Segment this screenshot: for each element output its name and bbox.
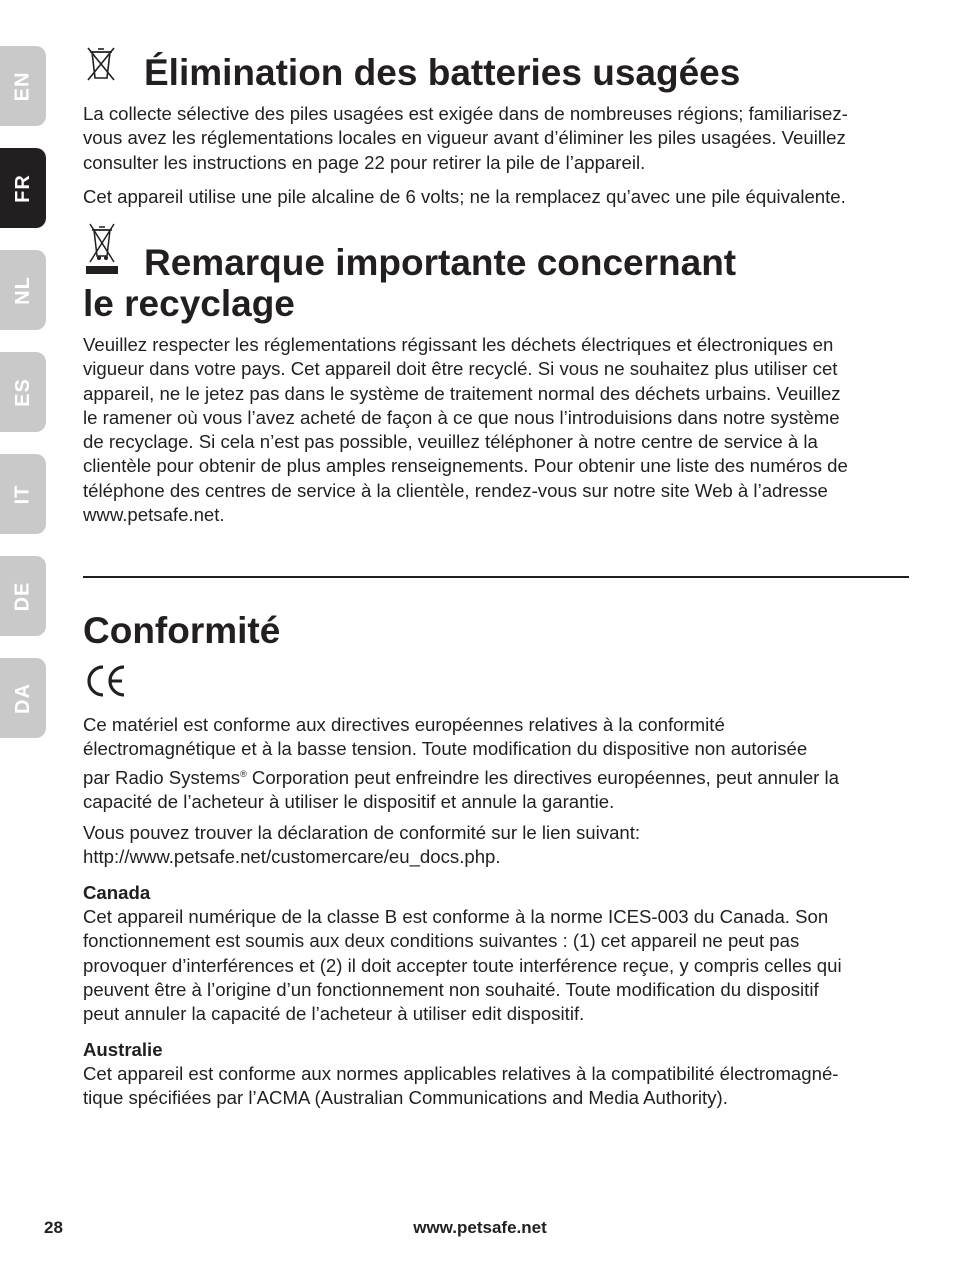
- text-segment: Corporation peut enfreindre les directives européennes, peut annuler la: [246, 766, 839, 788]
- weee-bin-icon: [84, 222, 120, 278]
- text-line: tique spécifiées par l’ACMA (Australian Communications and Media Authority).: [83, 1087, 728, 1109]
- registered-mark: ®: [240, 768, 247, 779]
- text-line: peuvent être à l’origine d’un fonctionnement non souhaité. Toute modification du dispositif: [83, 978, 819, 1000]
- tab-label: IT: [11, 484, 34, 504]
- text-line: capacité de l’acheteur à utiliser le dispositif et annule la garantie.: [83, 791, 615, 813]
- crossed-out-bin-icon: [84, 46, 118, 82]
- text-line: Cet appareil numérique de la classe B est conforme à la norme ICES-003 du Canada. Son: [83, 906, 829, 927]
- tab-label: ES: [11, 377, 34, 407]
- batteries-paragraph-1: [83, 102, 909, 175]
- tab-en[interactable]: [0, 46, 46, 126]
- conformity-paragraph-1: [83, 713, 909, 814]
- text-line: provoquer d’interférences et (2) il doit accepter toute interférence reçue, y compris celles qui: [83, 954, 842, 976]
- recycling-paragraph: [83, 333, 909, 527]
- text-line: Cet appareil est conforme aux normes applicables relatives à la compatibilité électromagné-: [83, 1063, 839, 1084]
- australia-heading: Australie: [83, 1039, 163, 1060]
- text-line: électromagnétique et à la basse tension. Toute modification du dispositive non autorisée: [83, 738, 808, 760]
- page-number: 28: [44, 1218, 63, 1237]
- tab-label: FR: [11, 173, 34, 203]
- text-line: Vous pouvez trouver la déclaration de conformité sur le lien suivant:: [83, 822, 641, 843]
- text-line: le ramener où vous l’avez acheté de façon à ce que nous l’introduisions dans notre système: [83, 406, 840, 428]
- text-line: peut annuler la capacité de l’acheteur à utiliser edit dispositif.: [83, 1003, 585, 1025]
- tab-de[interactable]: [0, 556, 46, 636]
- text-line: vigueur dans votre pays. Cet appareil doit être recyclé. Si vous ne souhaitez plus utiliser cet: [83, 358, 838, 380]
- batteries-paragraph-2: [83, 185, 923, 209]
- tab-label: DE: [11, 581, 34, 611]
- text-line: clientèle pour obtenir de plus amples renseignements. Pour obtenir une liste des numéros de: [83, 455, 848, 477]
- tab-es[interactable]: [0, 352, 46, 432]
- batteries-title: Élimination des batteries usagées: [144, 52, 741, 93]
- tab-da[interactable]: [0, 658, 46, 738]
- conformity-paragraph-2: [83, 821, 909, 870]
- text-line: consulter les instructions en page 22 pour retirer la pile de l’appareil.: [83, 151, 646, 173]
- text-line: www.petsafe.net.: [83, 504, 225, 526]
- tab-fr[interactable]: [0, 148, 46, 228]
- tab-label: DA: [11, 682, 34, 714]
- eu-docs-link[interactable]: http://www.petsafe.net/customercare/eu_docs.php.: [83, 846, 501, 868]
- section-divider: [83, 576, 909, 578]
- text-line: [83, 762, 909, 790]
- text-line: appareil, ne le jetez pas dans le système de traitement normal des déchets urbains. Veuillez: [83, 382, 841, 404]
- text-line: Veuillez respecter les réglementations régissant les déchets électriques et électroniques en: [83, 334, 834, 355]
- text-line: vous avez les réglementations locales en vigueur avant d’éliminer les piles usagées. Veuillez: [83, 127, 846, 149]
- text-line: téléphone des centres de service à la clientèle, rendez-vous sur notre site Web à l’adresse: [83, 479, 828, 501]
- text-line: Cet appareil utilise une pile alcaline de 6 volts; ne la remplacez qu’avec une pile équivalente.: [83, 186, 846, 207]
- tab-label: NL: [11, 275, 34, 305]
- footer-url[interactable]: www.petsafe.net: [413, 1218, 547, 1237]
- text-segment: par Radio Systems: [83, 766, 241, 788]
- text-line: fonctionnement est soumis aux deux conditions suivantes : (1) cet appareil ne peut pas: [83, 930, 800, 952]
- canada-block: [83, 881, 909, 1026]
- conformity-title: Conformité: [83, 610, 281, 651]
- ce-mark-icon: [83, 663, 129, 699]
- text-line: Ce matériel est conforme aux directives européennes relatives à la conformité: [83, 714, 725, 735]
- text-line: de recyclage. Si cela n’est pas possible, veuillez téléphoner à notre centre de service à la: [83, 431, 818, 453]
- canada-heading: Canada: [83, 882, 151, 903]
- recycling-title-line-2: le recyclage: [83, 283, 295, 324]
- australia-block: [83, 1038, 909, 1111]
- text-line: La collecte sélective des piles usagées est exigée dans de nombreuses régions; familiarisez-: [83, 103, 848, 124]
- recycling-title-line-1: Remarque importante concernant: [144, 242, 737, 283]
- tab-nl[interactable]: [0, 250, 46, 330]
- tab-it[interactable]: [0, 454, 46, 534]
- tab-label: EN: [11, 71, 34, 101]
